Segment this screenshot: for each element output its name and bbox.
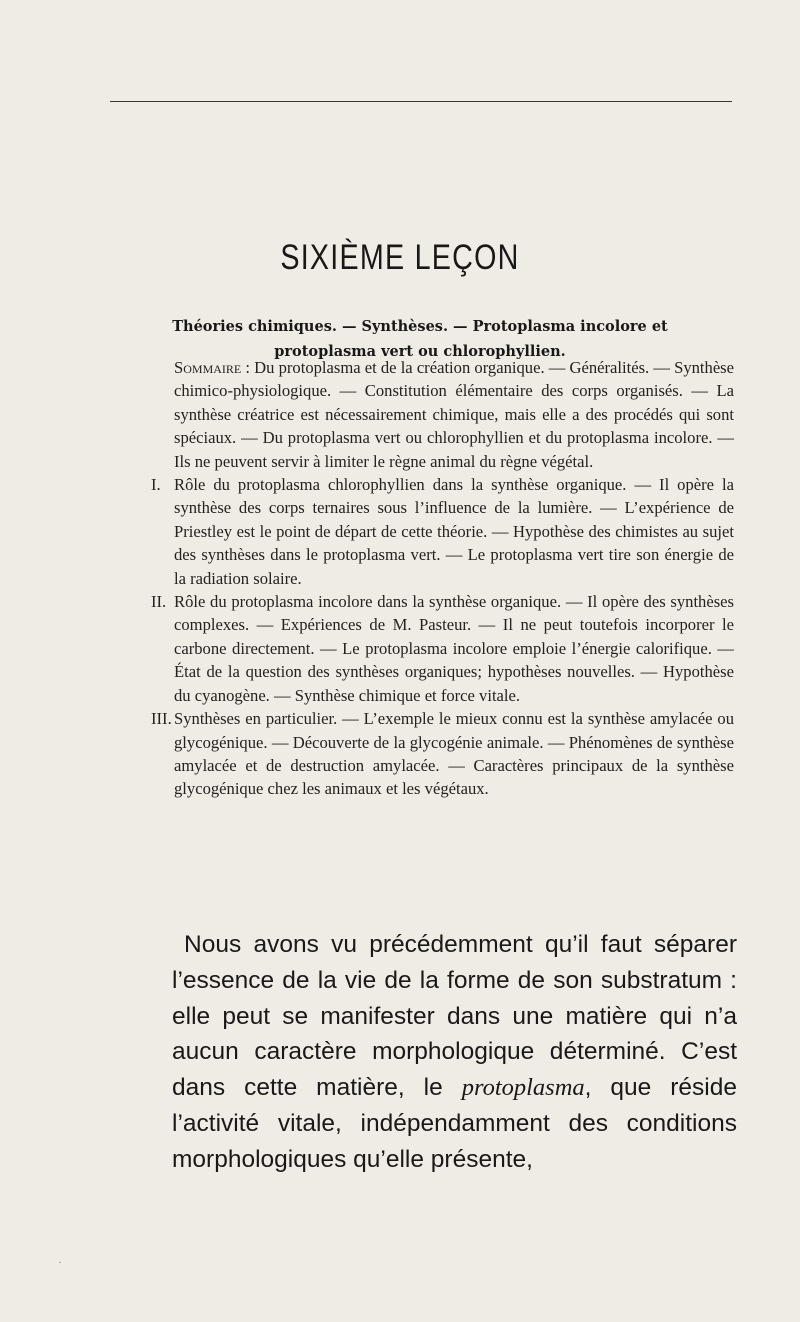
summary-item-number: I. <box>151 475 161 495</box>
body-text-end: , que réside l’activité vitale, indépendamment des conditions morphologiques qu’elle présente, <box>172 1074 738 1173</box>
body-italic-term: protoplasma <box>461 1074 585 1102</box>
summary-block <box>151 356 735 801</box>
summary-item-3 <box>151 707 734 801</box>
summary-intro <box>174 356 734 473</box>
summary-intro-text: Du protoplasma et de la création organique. — Généralités. — Synthèse chimico-physiologique. — Constitution élémentaire des corps organisés. — La synthèse créatrice est nécessairement chimique, mais elle a des procédés qui sont spéciaux. — Du protoplasma vert ou chlorophyllien et du protoplasma incolore. — Ils ne peuvent servir à limiter le règne animal du règne végétal. <box>174 358 735 471</box>
lesson-title: SIXIÈME LEÇON <box>280 238 520 277</box>
summary-item-number: III. <box>151 709 172 729</box>
summary-item-text: Rôle du protoplasma chlorophyllien dans la synthèse organique. — Il opère la synthèse des corps ternaires sous l’influence de la lumière. — L’expérience de Priestley est le point de départ de cette théorie. — Hypothèse des chimistes au sujet des synthèses dans le protoplasma vert. — Le protoplasma vert tire son énergie de la radiation solaire. <box>174 475 734 588</box>
summary-item-1 <box>151 473 734 590</box>
lesson-subtitle: Théories chimiques. — Synthèses. — Protoplasma incolore et protoplasma vert ou chlorophyllien. <box>172 318 668 360</box>
summary-item-number: II. <box>151 592 167 612</box>
body-text-start: Nous avons vu précédemment qu’il faut séparer l’essence de la vie de la forme de son substratum : elle peut se manifester dans une matière qui n’a aucun caractère morphologique déterminé. C’est dans cette matière, le <box>172 931 737 1102</box>
body-paragraph <box>172 927 737 1178</box>
summary-item-text: Rôle du protoplasma incolore dans la synthèse organique. — Il opère des synthèses complexes. — Expériences de M. Pasteur. — Il ne peut toutefois incorporer le carbone directement. — Le protoplasma incolore emploie l’énergie calorifique. — État de la question des synthèses organiques; hypothèses nouvelles. — Hypothèse du cyanogène. — Synthèse chimique et force vitale. <box>174 592 734 705</box>
body-paragraph-text <box>172 927 737 1178</box>
summary-label: Sommaire : <box>174 358 250 377</box>
summary-item-2 <box>151 590 734 707</box>
header-rule <box>110 101 732 102</box>
scan-speck: · <box>58 1255 62 1269</box>
summary-item-text: Synthèses en particulier. — L’exemple le mieux connu est la synthèse amylacée ou glycogénique. — Découverte de la glycogénie animale. — Phénomènes de synthèse amylacée et de destruction amylacée. — Caractères principaux de la synthèse glycogénique chez les animaux et les végétaux. <box>174 709 734 799</box>
